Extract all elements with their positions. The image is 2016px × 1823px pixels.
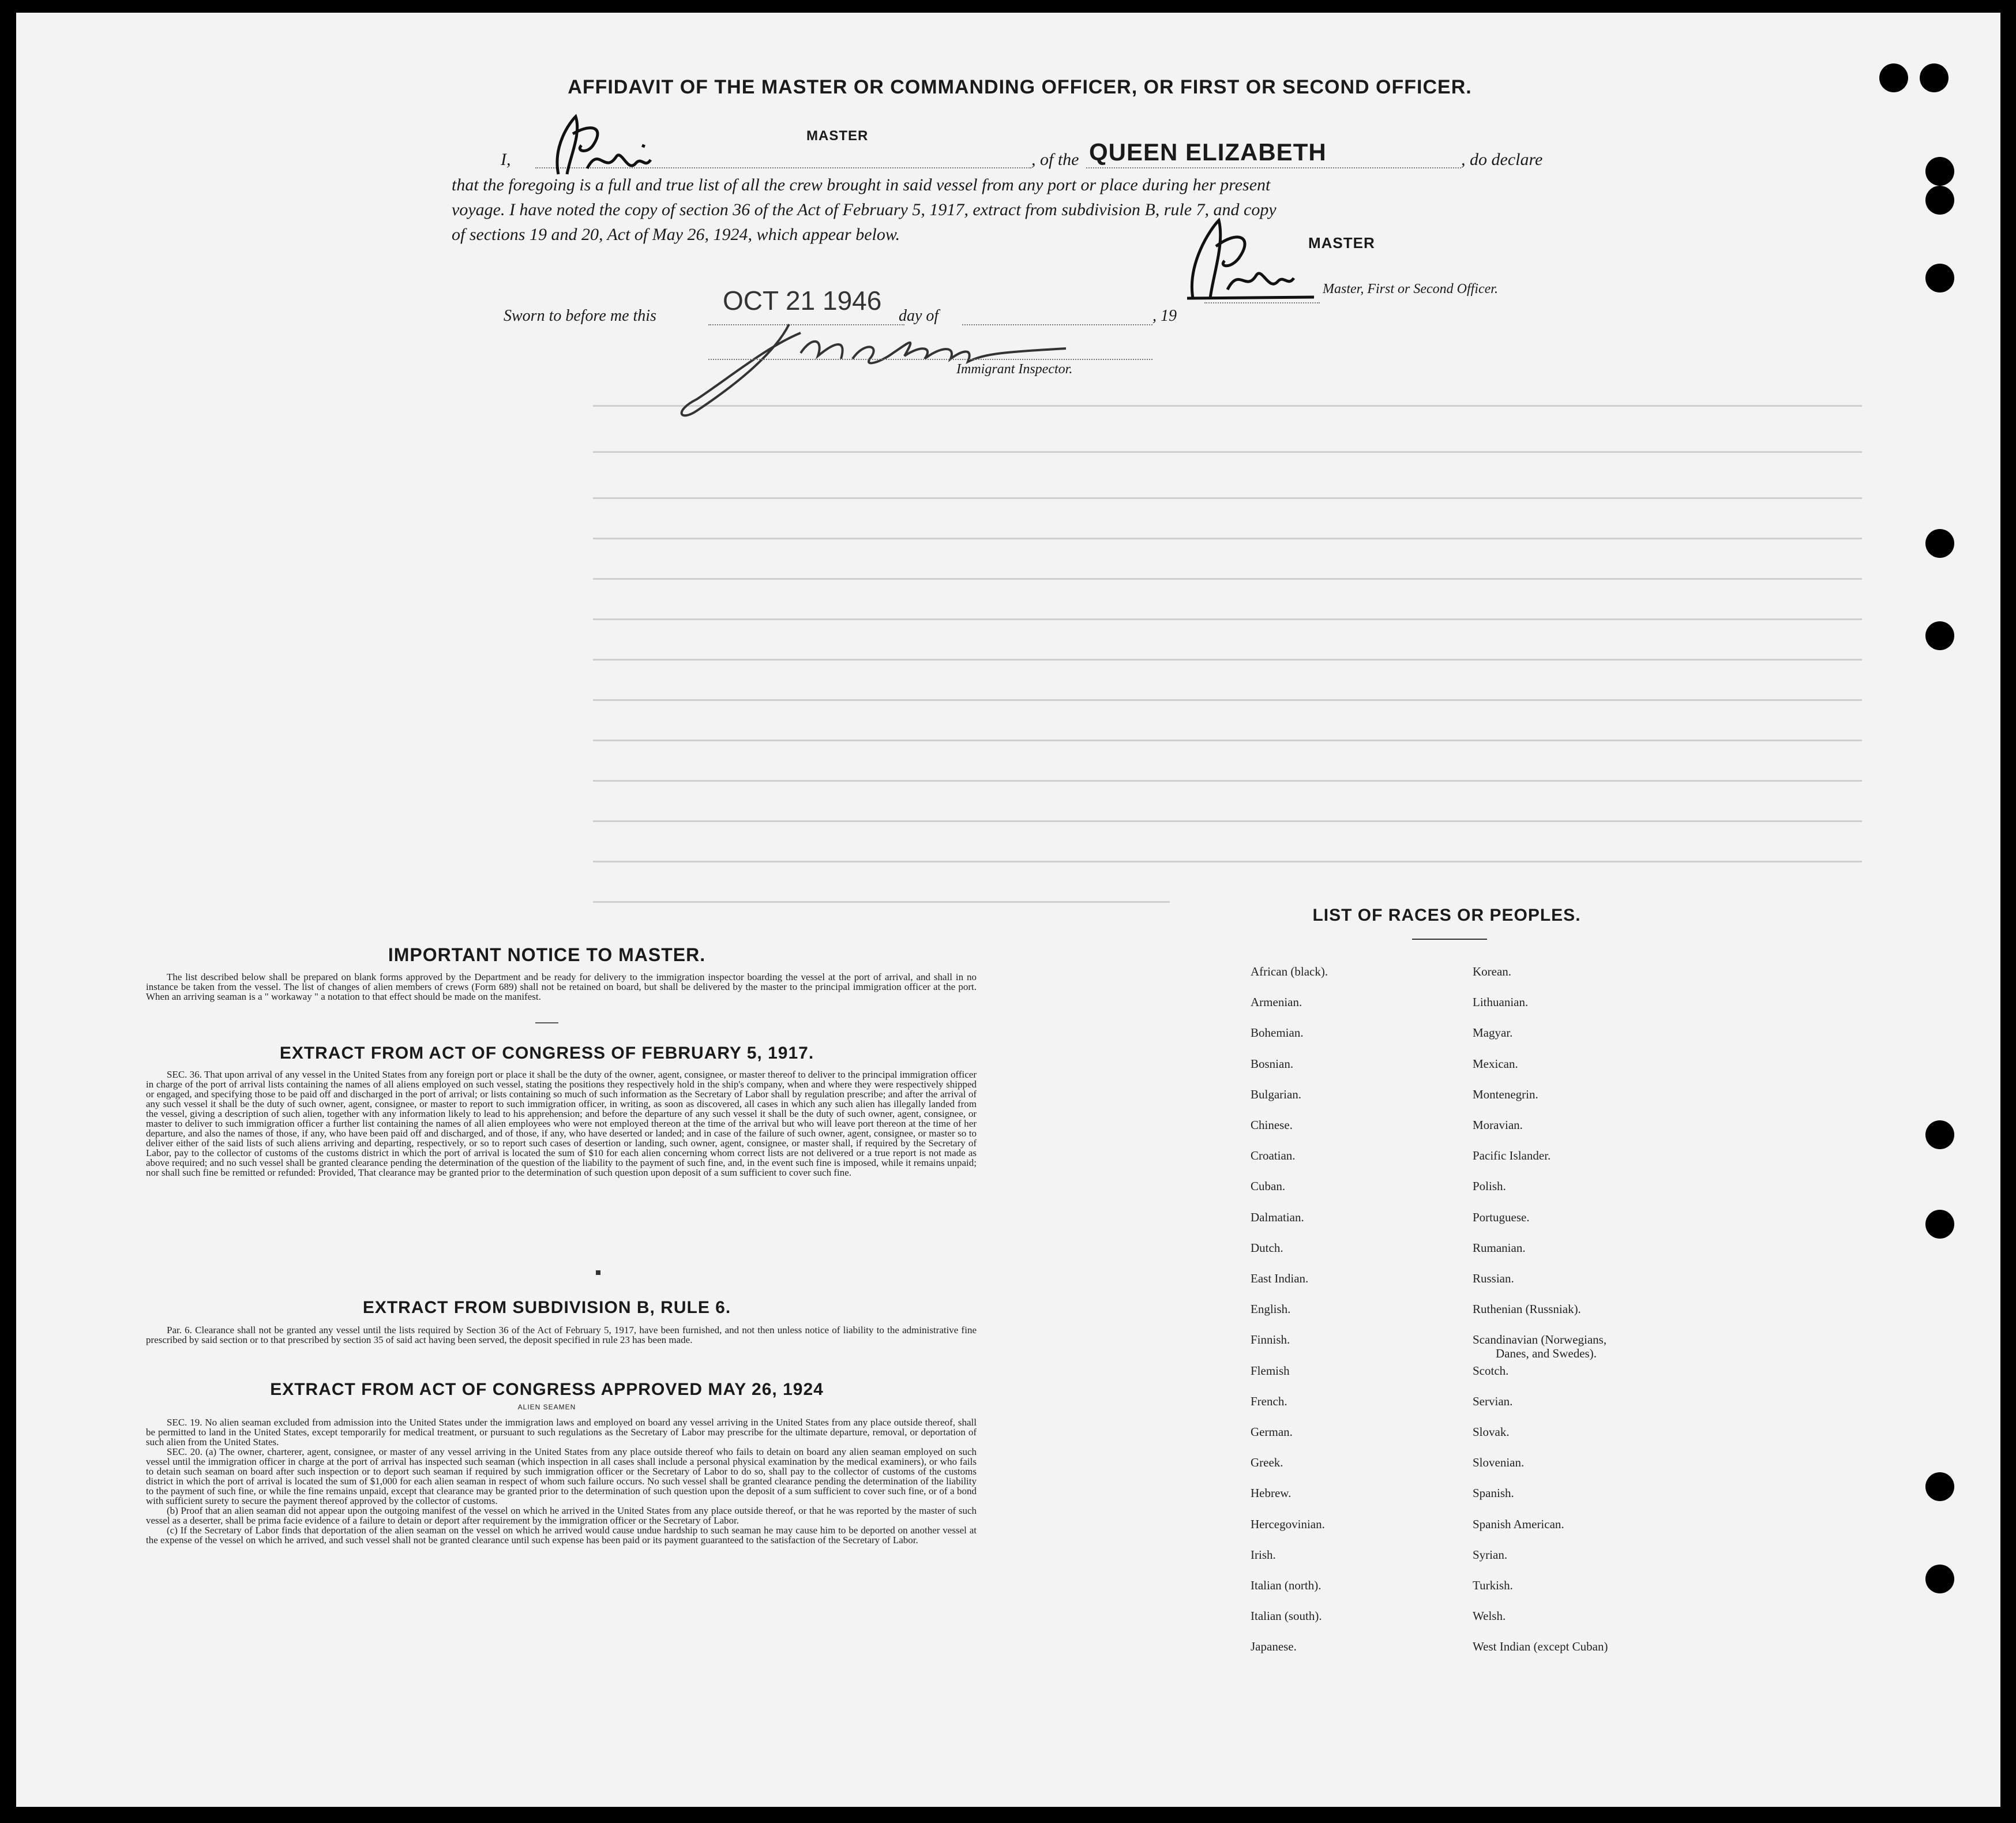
race-item: English. xyxy=(1251,1302,1291,1316)
sec-20b-paragraph: (b) Proof that an alien seaman did not appear upon the outgoing manifest of the vessel on which he arrived in the United States from any place outside thereof, or that he was reported by the master of such vessel as a deserter, shall be prima facie evidence of a failure to detain or deport after requirement by the immigration officer or the Secretary of Labor. xyxy=(146,1505,977,1526)
date-stamp: OCT 21 1946 xyxy=(723,286,882,316)
binder-hole xyxy=(1925,157,1954,186)
inspector-caption: Immigrant Inspector. xyxy=(956,362,1073,377)
binder-hole xyxy=(1879,63,1908,92)
year-prefix: , 19 xyxy=(1152,307,1177,325)
divider-dot xyxy=(596,1270,600,1275)
extract-rule6-body xyxy=(146,1325,977,1345)
binder-hole xyxy=(1925,1472,1954,1501)
do-declare-label: , do declare xyxy=(1461,150,1543,169)
sec-20a-paragraph: SEC. 20. (a) The owner, charterer, agent, consignee, or master of any vessel arriving in the United States from any place outside thereof who fails to detain on board any alien seaman employed on such vessel until the immigration officer in charge at the port of arrival has inspected such seaman (which inspection in all cases shall include a personal physical examination by the medical examiners), or who fails to detain such seaman on board after such inspection or to deport such seaman if required by such immigration officer or the Secretary of Labor to do so, shall pay to the collector of customs of the customs district in which the port of arrival is located the sum of $1,000 for each alien seaman in respect of whom such failure occurs. No such vessel shall be granted clearance pending the determination of the liability to the payment of such fine, or while the fine remains unpaid, except that clearance may be granted prior to the determination of such question upon the deposit of a sum sufficient to cover such fine, or of a bond with sufficient surety to secure the payment thereof approved by the collector of customs. xyxy=(146,1446,977,1506)
binder-hole xyxy=(1925,1120,1954,1149)
bleed-through-line xyxy=(593,740,1862,741)
vessel-name: QUEEN ELIZABETH xyxy=(1089,138,1327,166)
notice-body xyxy=(146,972,977,1001)
bleed-through-line xyxy=(593,780,1862,782)
affidavit-line-3: voyage. I have noted the copy of section 36 of the Act of February 5, 1917, extract from subdivision B, rule 7, and copy xyxy=(452,200,1277,219)
race-item: Mexican. xyxy=(1473,1056,1518,1071)
divider xyxy=(535,1022,558,1023)
race-item: Flemish xyxy=(1251,1363,1290,1378)
bleed-through-line xyxy=(593,820,1862,822)
race-item: Bulgarian. xyxy=(1251,1087,1302,1101)
extract-rule6-title: EXTRACT FROM SUBDIVISION B, RULE 6. xyxy=(362,1298,731,1317)
race-item: Lithuanian. xyxy=(1473,995,1529,1010)
bleed-through-line xyxy=(593,699,1862,701)
race-item: Portuguese. xyxy=(1473,1210,1530,1224)
race-item: Irish. xyxy=(1251,1547,1276,1562)
race-item: Syrian. xyxy=(1473,1547,1508,1562)
inspector-line xyxy=(708,359,1152,360)
master-signature xyxy=(535,111,674,186)
vessel-name-line xyxy=(1086,167,1461,168)
extract-1924-title: EXTRACT FROM ACT OF CONGRESS APPROVED MAY 26, 1924 xyxy=(270,1380,824,1399)
race-item: West Indian (except Cuban) xyxy=(1473,1640,1608,1654)
binder-hole xyxy=(1920,63,1949,92)
of-the-label: , of the xyxy=(1031,150,1079,169)
binder-hole xyxy=(1925,1210,1954,1239)
race-item-continuation: Danes, and Swedes). xyxy=(1496,1346,1597,1361)
race-item: German. xyxy=(1251,1425,1293,1439)
binder-hole xyxy=(1925,1565,1954,1593)
race-item: East Indian. xyxy=(1251,1271,1309,1285)
extract-1924-body xyxy=(146,1417,977,1545)
race-item: Turkish. xyxy=(1473,1578,1513,1592)
race-item: Pacific Islander. xyxy=(1473,1149,1551,1163)
race-item: Slovenian. xyxy=(1473,1456,1525,1470)
races-title: LIST OF RACES OR PEOPLES. xyxy=(1312,906,1581,925)
race-item: Dalmatian. xyxy=(1251,1210,1304,1224)
officer-caption: Master, First or Second Officer. xyxy=(1323,282,1498,297)
race-item: Scandinavian (Norwegians, xyxy=(1473,1333,1607,1347)
race-item: Cuban. xyxy=(1251,1179,1286,1194)
affidavit-line-2: that the foregoing is a full and true list of all the crew brought in said vessel from any port or place during her present xyxy=(452,175,1271,194)
race-item: Servian. xyxy=(1473,1394,1513,1408)
affidavit-line-4: of sections 19 and 20, Act of May 26, 1924, which appear below. xyxy=(452,225,900,244)
race-item: Spanish American. xyxy=(1473,1517,1564,1531)
bleed-through-line xyxy=(593,578,1862,580)
race-item: Japanese. xyxy=(1251,1640,1297,1654)
race-item: Polish. xyxy=(1473,1179,1506,1194)
race-item: African (black). xyxy=(1251,965,1328,978)
race-item: Croatian. xyxy=(1251,1149,1296,1163)
race-item: Magyar. xyxy=(1473,1026,1513,1040)
race-item: Korean. xyxy=(1473,965,1512,978)
race-item: Bosnian. xyxy=(1251,1056,1294,1071)
races-title-rule xyxy=(1412,939,1487,940)
affidavit-title: AFFIDAVIT OF THE MASTER OR COMMANDING OFFICER, OR FIRST OR SECOND OFFICER. xyxy=(568,76,1472,98)
race-item: Italian (south). xyxy=(1251,1609,1322,1623)
race-item: Armenian. xyxy=(1251,995,1302,1010)
race-item: Hercegovinian. xyxy=(1251,1517,1325,1531)
extract-1917-paragraph: SEC. 36. That upon arrival of any vessel in the United States from any foreign port or place it shall be the duty of the owner, agent, consignee, or master thereof to deliver to the principal immigration officer in charge of the port of arrival lists containing the names of all aliens employed on such vessel, stating the positions they respectively hold in the ship's company, when and where they were respectively shipped or engaged, and specifying those to be paid off and discharged in the port of arrival; or lists containing so much of such information as the Secretary of Labor shall by regulation prescribe; and after the arrival of any such vessel it shall be the duty of such owner, agent, consignee, or master to report to such immigration officer, in writing, as soon as discovered, all cases in which any such alien has illegally landed from the vessel, giving a description of such alien, together with any information likely to lead to his apprehension; and before the departure of any such vessel it shall be the duty of such owner, agent, consignee, or master to deliver to such immigration officer a further list containing the names of all alien employees who were not employed thereon at the time of the arrival but who will leave port thereon at the time of her departure, and also the names of those, if any, who have been paid off and discharged, and of those, if any, who have deserted or landed; and in case of the failure of such owner, agent, consignee, or master so to deliver either of the said lists of such aliens arriving and departing, respectively, or so to report such cases of desertion or landing, such owner, agent, consignee, or master shall, if required by the Secretary of Labor, pay to the collector of customs of the customs district in which the port of arrival is located the sum of $10 for each alien concerning whom correct lists are not delivered or a true report is not made as above required; and no such vessel shall be granted clearance pending the determination of the question of the liability to the payment of such fine, and, in the event such fine is imposed, while it remains unpaid; nor shall such fine be remitted or refunded: Provided, That clearance may be granted prior to the determination of such question upon deposit of a sum sufficient to cover such fine. xyxy=(146,1069,977,1178)
bleed-through-line xyxy=(593,451,1862,453)
race-item: French. xyxy=(1251,1394,1287,1408)
sworn-prefix: Sworn to before me this xyxy=(504,307,656,325)
bleed-through-line xyxy=(593,538,1862,539)
race-item: Montenegrin. xyxy=(1473,1087,1538,1101)
bleed-through-line xyxy=(593,497,1862,499)
document-page xyxy=(16,13,2000,1807)
extract-1924-subtitle: ALIEN SEAMEN xyxy=(517,1403,576,1411)
notice-title: IMPORTANT NOTICE TO MASTER. xyxy=(388,944,706,965)
race-item: Greek. xyxy=(1251,1456,1283,1470)
officer-signature xyxy=(1170,212,1326,304)
race-item: Rumanian. xyxy=(1473,1240,1526,1255)
race-item: Ruthenian (Russniak). xyxy=(1473,1302,1581,1316)
binder-hole xyxy=(1925,264,1954,292)
bleed-through-line xyxy=(593,659,1862,661)
binder-hole xyxy=(1925,529,1954,558)
declarant-prefix: I, xyxy=(501,150,511,169)
race-item: Welsh. xyxy=(1473,1609,1506,1623)
bleed-through-line xyxy=(593,901,1170,903)
sec-19-paragraph: SEC. 19. No alien seaman excluded from admission into the United States under the immigration laws and employed on board any vessel arriving in the United States from any place outside thereof, shall be permitted to land in the United States, except temporarily for medical treatment, or pursuant to such regulations as the Secretary of Labor may prescribe for the ultimate departure, removal, or deportation of such alien from the United States. xyxy=(146,1417,977,1447)
race-item: Chinese. xyxy=(1251,1118,1293,1132)
master-stamp-2: MASTER xyxy=(1308,234,1375,252)
extract-1917-title: EXTRACT FROM ACT OF CONGRESS OF FEBRUARY 5, 1917. xyxy=(279,1044,814,1063)
race-item: Finnish. xyxy=(1251,1333,1290,1347)
bleed-through-line xyxy=(593,618,1862,620)
master-stamp: MASTER xyxy=(806,128,869,144)
officer-signature-line xyxy=(1204,302,1320,303)
race-item: Scotch. xyxy=(1473,1363,1509,1378)
notice-paragraph: The list described below shall be prepared on blank forms approved by the Department and be ready for delivery to the immigration inspector boarding the vessel at the port of arrival, and shall in no instance be taken from the vessel. The list of changes of alien members of crews (Form 689) shall not be retained on board, but shall be delivered by the master to the principal immigration officer at the port. When an arriving seaman is a " workaway " a notation to that effect should be made on the manifest. xyxy=(146,971,977,1002)
binder-hole xyxy=(1925,621,1954,650)
race-item: Spanish. xyxy=(1473,1486,1514,1501)
race-item: Slovak. xyxy=(1473,1425,1510,1439)
extract-1917-body xyxy=(146,1070,977,1177)
race-item: Italian (north). xyxy=(1251,1578,1322,1592)
extract-rule6-paragraph: Par. 6. Clearance shall not be granted any vessel until the lists required by Section 36 of the Act of February 5, 1917, have been furnished, and not then unless notice of liability to the administrative fine prescribed by said section or to that prescribed by section 35 of said act having been served, the deposit specified in rule 23 has been made. xyxy=(146,1325,977,1345)
race-item: Bohemian. xyxy=(1251,1026,1304,1040)
race-item: Moravian. xyxy=(1473,1118,1523,1132)
sec-20c-paragraph: (c) If the Secretary of Labor finds that deportation of the alien seaman on the vessel on which he arrived would cause undue hardship to such seaman he may cause him to be deported on another vessel at the expense of the vessel on which he arrived, and such vessel shall not be granted clearance until such expense has been paid or its payment guaranteed to the satisfaction of the Secretary of Labor. xyxy=(146,1525,977,1546)
race-item: Dutch. xyxy=(1251,1240,1283,1255)
race-item: Hebrew. xyxy=(1251,1486,1292,1501)
race-item: Russian. xyxy=(1473,1271,1514,1285)
binder-hole xyxy=(1925,186,1954,215)
bleed-through-line xyxy=(593,861,1862,862)
day-of-label: day of xyxy=(899,307,939,325)
